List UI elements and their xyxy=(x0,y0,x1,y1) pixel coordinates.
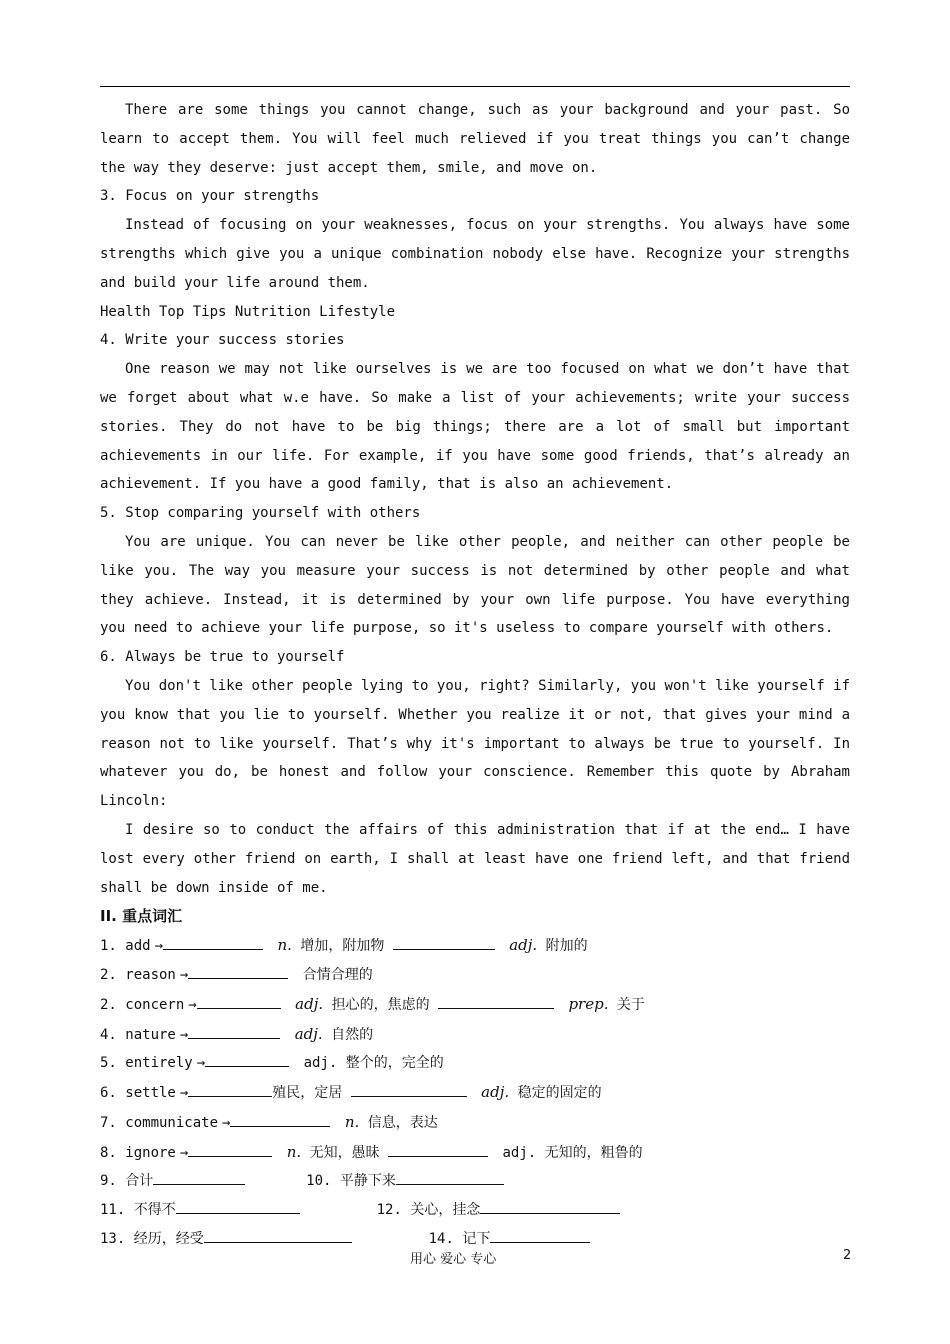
arrow-icon: → xyxy=(179,966,189,983)
vocab-item-4 xyxy=(100,1020,850,1050)
answer-blank[interactable] xyxy=(153,1169,245,1185)
vocab-item-5 xyxy=(100,1049,850,1078)
vocab-number: 7. communicate xyxy=(100,1114,219,1131)
answer-blank[interactable] xyxy=(205,1051,289,1067)
meaning: 增加，附加物 xyxy=(300,938,385,955)
vocab-number: 2. reason xyxy=(100,966,176,983)
part-of-speech: adj. xyxy=(481,1083,510,1102)
paragraph-lincoln-quote: I desire so to conduct the affairs of this administration that if at the end… I have lost every other friend on earth, I shall at least have one friend left, and that friend shall be down inside of me. xyxy=(100,821,850,896)
meaning: 殖民，定居 xyxy=(272,1085,343,1102)
vocab-number: 5. entirely xyxy=(100,1055,193,1072)
part-of-speech: n. xyxy=(286,1142,302,1161)
answer-blank[interactable] xyxy=(176,1198,300,1214)
heading-stop-comparing: 5. Stop comparing yourself with others xyxy=(100,505,421,522)
meaning: 关心，挂念 xyxy=(410,1202,481,1219)
meaning: 附加的 xyxy=(545,938,588,955)
part-of-speech: adj. xyxy=(502,1144,537,1161)
footer-slogan: 用心 爱心 专心 xyxy=(410,1252,497,1267)
arrow-icon: → xyxy=(196,1055,206,1072)
vocab-item-8 xyxy=(100,1138,850,1168)
meaning: 自然的 xyxy=(331,1026,374,1043)
vocab-number: 10. xyxy=(306,1173,332,1190)
nav-links-text: Health Top Tips Nutrition Lifestyle xyxy=(100,303,396,320)
vocab-row-9-10 xyxy=(100,1167,850,1196)
meaning: 平静下来 xyxy=(339,1173,396,1190)
page-number: 2 xyxy=(843,1248,852,1263)
paragraph-strengths: Instead of focusing on your weaknesses, focus on your strengths. You always have some strengths which give you a unique combination nobody else have. Recognize your strengths and build your life around them. xyxy=(100,217,850,291)
vocab-number: 4. nature xyxy=(100,1026,176,1043)
answer-blank[interactable] xyxy=(490,1227,590,1243)
vocab-number: 9. xyxy=(100,1173,117,1190)
arrow-icon: → xyxy=(188,996,197,1013)
vocab-item-3 xyxy=(100,990,850,1020)
answer-blank[interactable] xyxy=(480,1198,620,1214)
answer-blank[interactable] xyxy=(438,993,554,1009)
heading-be-true: 6. Always be true to yourself xyxy=(100,649,345,666)
answer-blank[interactable] xyxy=(388,1141,488,1157)
part-of-speech: adj. xyxy=(294,1024,323,1043)
vocab-number: 13. xyxy=(100,1231,126,1248)
arrow-icon: → xyxy=(179,1144,189,1161)
meaning: 合计 xyxy=(125,1173,154,1190)
paragraph-unique: You are unique. You can never be like other people, and neither can other people be like you. The way you measure your success is not determined by other people and what they achieve. Instead, it is determined by your own life purpose. You have everything you need to achieve your life purpose, so it's useless to compare yourself with others. xyxy=(100,533,850,637)
vocab-item-7 xyxy=(100,1108,850,1138)
meaning: 无知，愚昧 xyxy=(309,1144,380,1161)
meaning: 稳定的固定的 xyxy=(517,1085,602,1102)
part-of-speech: n. xyxy=(344,1112,360,1131)
answer-blank[interactable] xyxy=(351,1081,467,1097)
vocab-number: 2. concern xyxy=(100,996,185,1013)
heading-focus-strengths: 3. Focus on your strengths xyxy=(100,188,320,205)
answer-blank[interactable] xyxy=(188,1141,272,1157)
answer-blank[interactable] xyxy=(188,963,288,979)
vocab-number: 6. settle xyxy=(100,1085,176,1102)
meaning: 关于 xyxy=(616,996,645,1013)
arrow-icon: → xyxy=(179,1085,189,1102)
meaning: 经历，经受 xyxy=(133,1231,204,1248)
vocab-number: 8. ignore xyxy=(100,1144,176,1161)
answer-blank[interactable] xyxy=(197,993,281,1009)
paragraph-honest: You don't like other people lying to you, right? Similarly, you won't like yourself if you know that you lie to yourself. Whether you realize it or not, that gives your mind a reason not to like yourself. That’s why it's important to always be true to yourself. In whatever you do, be honest and follow your conscience. Remember this quote by Abraham Lincoln: xyxy=(100,677,850,810)
meaning: 担心的，焦虑的 xyxy=(331,996,430,1013)
answer-blank[interactable] xyxy=(393,934,495,950)
vocab-number: 12. xyxy=(376,1202,402,1219)
heading-success-stories: 4. Write your success stories xyxy=(100,332,345,349)
vocab-number: 11. xyxy=(100,1202,126,1219)
arrow-icon: → xyxy=(179,1026,189,1043)
meaning: 合情合理的 xyxy=(302,966,373,983)
vocab-row-11-12 xyxy=(100,1196,850,1225)
vocab-item-6 xyxy=(100,1078,850,1108)
vocab-item-2 xyxy=(100,961,850,990)
meaning: 信息，表达 xyxy=(367,1114,438,1131)
part-of-speech: adj. xyxy=(303,1055,338,1072)
answer-blank[interactable] xyxy=(396,1169,504,1185)
part-of-speech: n. xyxy=(277,936,292,955)
answer-blank[interactable] xyxy=(188,1081,272,1097)
header-rule xyxy=(100,86,850,87)
part-of-speech: prep. xyxy=(568,994,609,1013)
paragraph-success: One reason we may not like ourselves is we are too focused on what we don’t have that we forget about what w.e have. So make a list of your achievements; write your success stories. They do not have to be big things; there are a lot of small but important achievements in our life. For example, if you have some good friends, that’s already an achievement. If you have a good family, that is also an achievement. xyxy=(100,361,850,493)
meaning: 记下 xyxy=(462,1231,491,1248)
meaning: 整个的，完全的 xyxy=(345,1055,444,1072)
vocab-item-1 xyxy=(100,931,850,961)
arrow-icon: → xyxy=(222,1114,231,1131)
answer-blank[interactable] xyxy=(204,1227,352,1243)
meaning: 不得不 xyxy=(133,1202,176,1219)
arrow-icon: → xyxy=(154,938,164,955)
answer-blank[interactable] xyxy=(188,1023,280,1039)
vocab-number: 1. add xyxy=(100,938,151,955)
meaning: 无知的，粗鲁的 xyxy=(544,1144,643,1161)
document-body xyxy=(100,96,850,1254)
answer-blank[interactable] xyxy=(230,1111,330,1127)
paragraph-accept: There are some things you cannot change, such as your background and your past. So learn to accept them. You will feel much relieved if you treat things you can’t change the way they deserve: just accept them, smile, and move on. xyxy=(100,102,850,176)
vocab-number: 14. xyxy=(428,1231,454,1248)
part-of-speech: adj. xyxy=(295,994,324,1013)
part-of-speech: adj. xyxy=(509,936,538,955)
section-title: II. 重点词汇 xyxy=(100,907,183,926)
answer-blank[interactable] xyxy=(163,934,263,950)
